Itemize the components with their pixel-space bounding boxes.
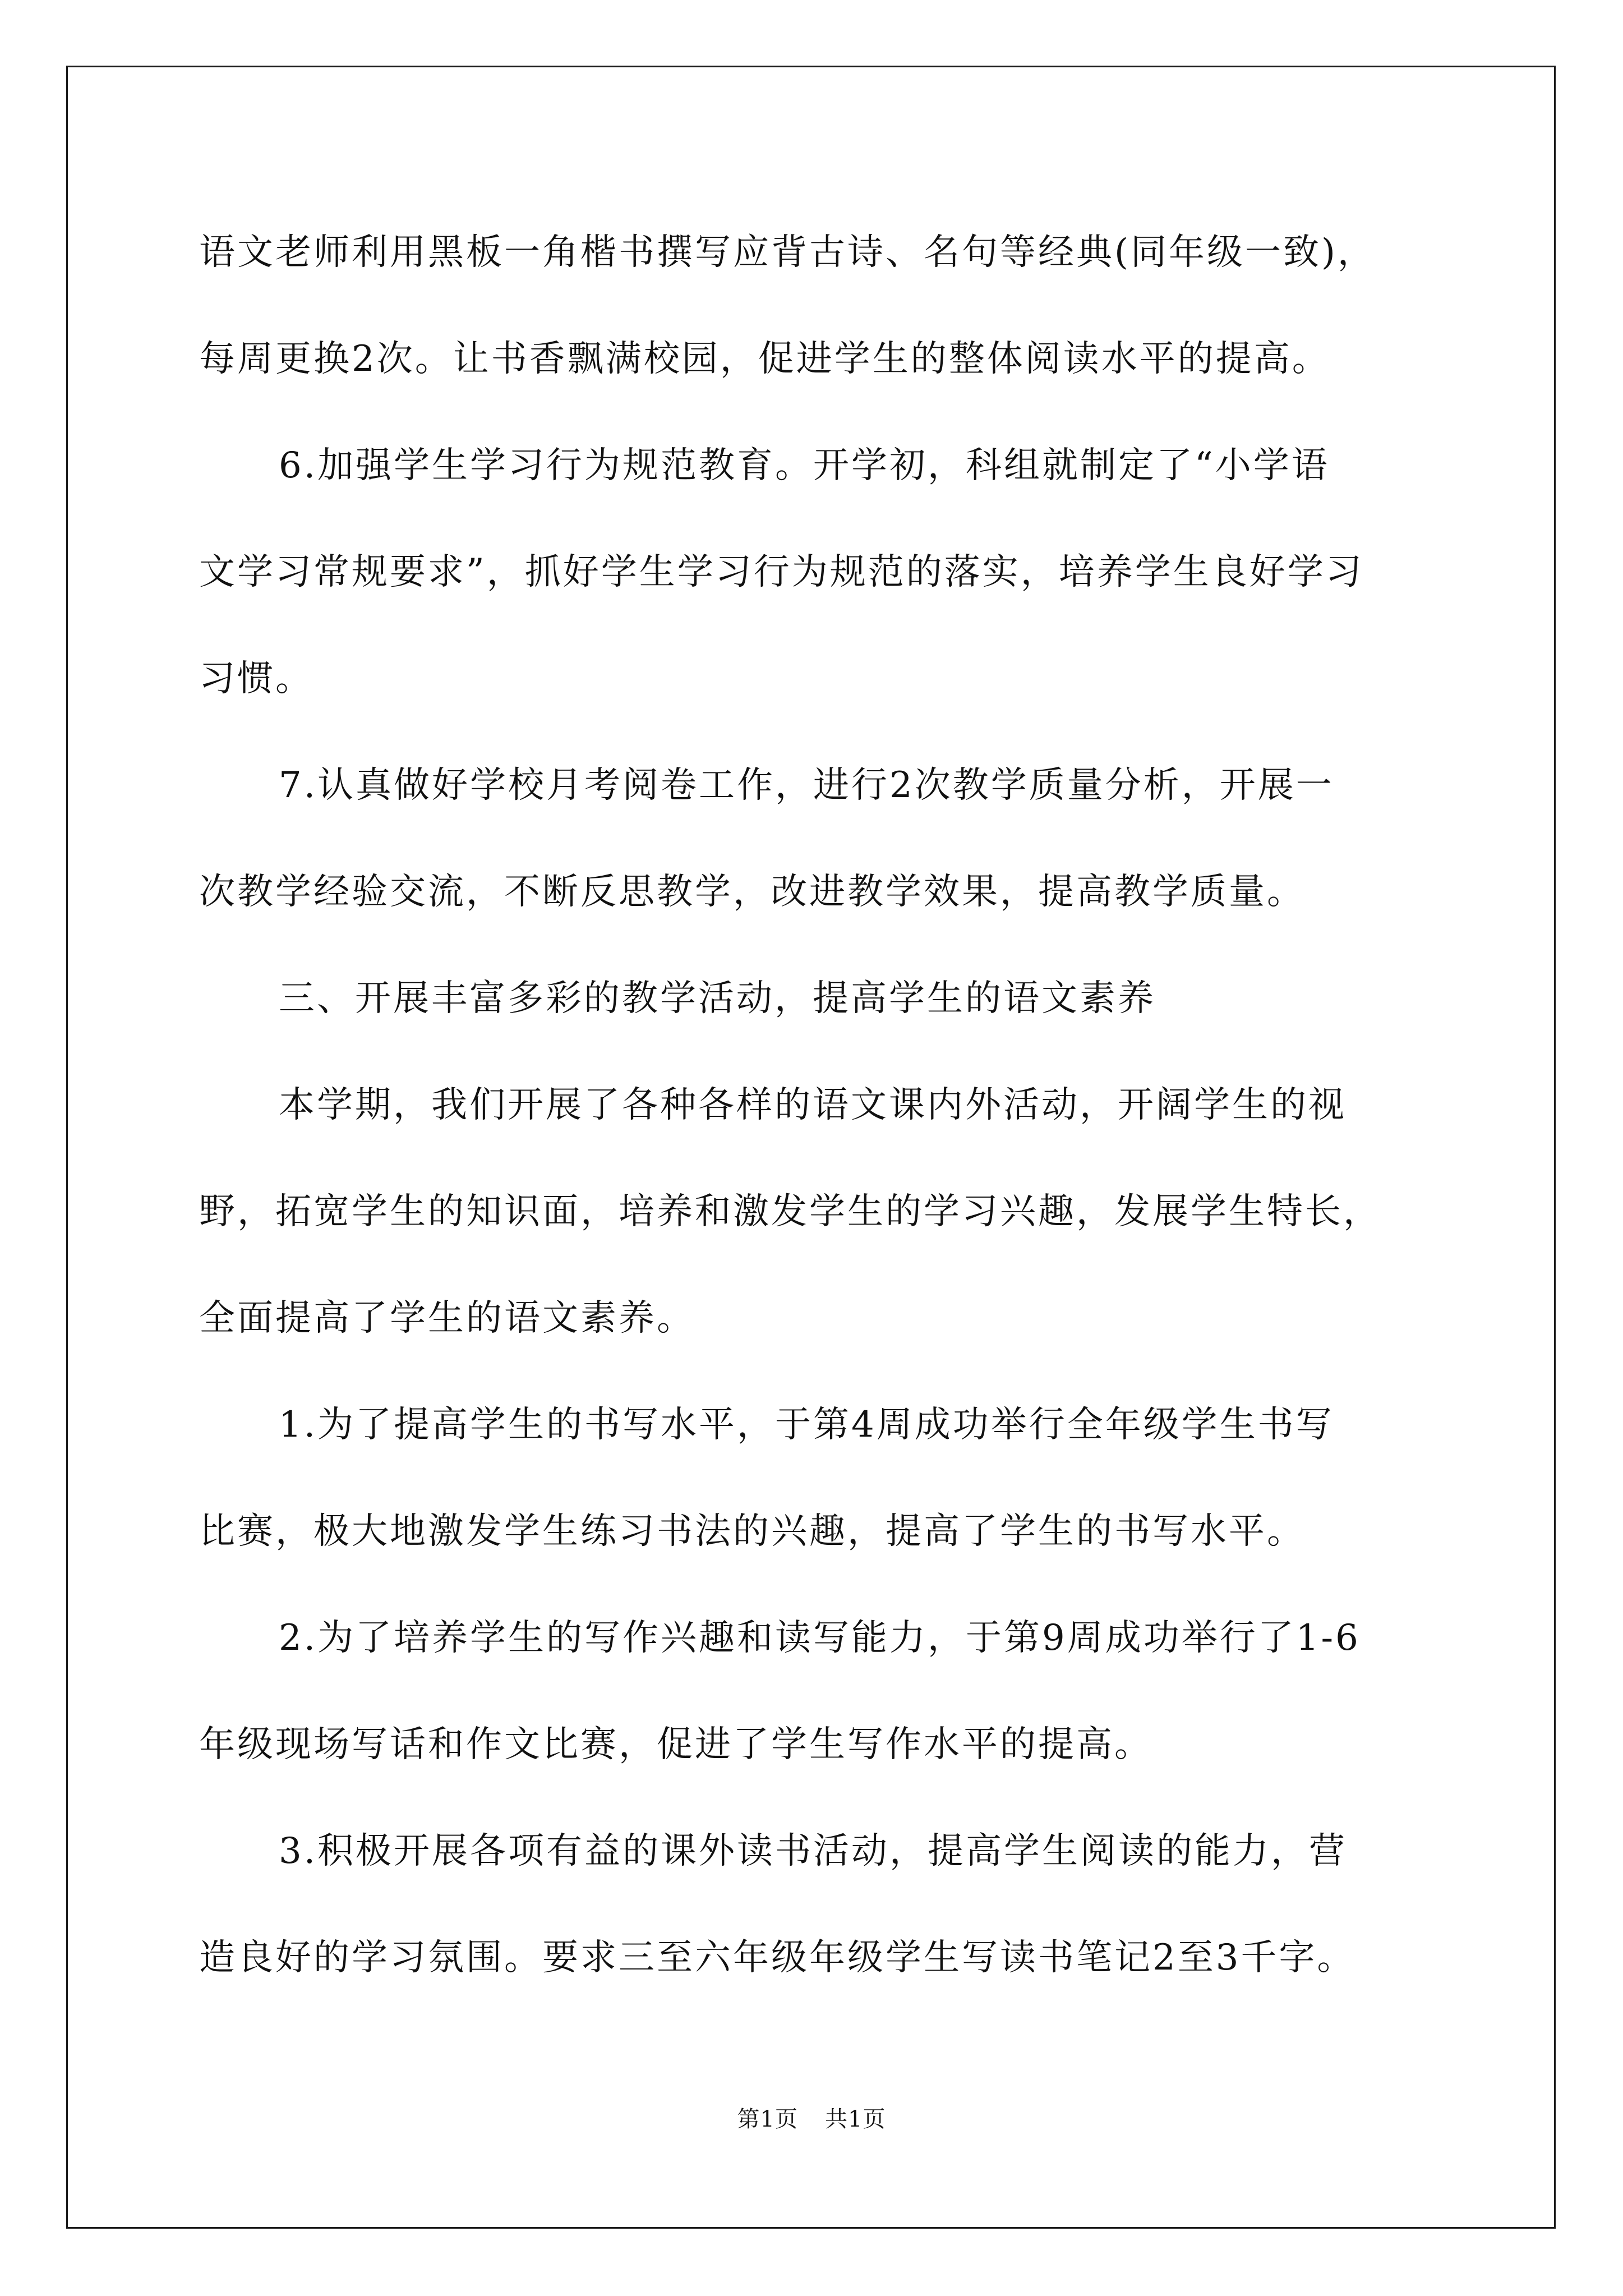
page-number: 第1页 xyxy=(737,2106,798,2132)
text-line: 7.认真做好学校月考阅卷工作，进行2次教学质量分析，开展一 xyxy=(279,765,1334,806)
text-line: 3.积极开展各项有益的课外读书活动，提高学生阅读的能力，营 xyxy=(279,1830,1348,1872)
text-line: 每周更换2次。让书香飘满校园，促进学生的整体阅读水平的提高。 xyxy=(199,338,1330,380)
page-footer xyxy=(0,2102,1623,2136)
text-line: 语文老师利用黑板一角楷书撰写应背古诗、名句等经典(同年级一致)， xyxy=(199,232,1376,273)
text-line: 比赛，极大地激发学生练习书法的兴趣，提高了学生的书写水平。 xyxy=(199,1511,1305,1552)
page-total: 共1页 xyxy=(825,2106,886,2132)
section-heading: 三、开展丰富多彩的教学活动，提高学生的语文素养 xyxy=(279,978,1156,1019)
text-line: 文学习常规要求”，抓好学生学习行为规范的落实，培养学生良好学习 xyxy=(199,551,1364,593)
text-line: 次教学经验交流，不断反思教学，改进教学效果，提高教学质量。 xyxy=(199,871,1305,913)
text-line: 本学期，我们开展了各种各样的语文课内外活动，开阔学生的视 xyxy=(279,1084,1347,1126)
document-body xyxy=(199,199,1427,2011)
text-line: 2.为了培养学生的写作兴趣和读写能力，于第9周成功举行了1-6 xyxy=(279,1617,1361,1659)
text-line: 造良好的学习氛围。要求三至六年级年级学生写读书笔记2至3千字。 xyxy=(199,1937,1355,1978)
text-line: 年级现场写话和作文比赛，促进了学生写作水平的提高。 xyxy=(199,1724,1152,1765)
text-line: 1.为了提高学生的书写水平，于第4周成功举行全年级学生书写 xyxy=(279,1404,1334,1446)
text-line: 习惯。 xyxy=(199,658,313,700)
text-line: 6.加强学生学习行为规范教育。开学初，科组就制定了“小学语 xyxy=(279,445,1330,486)
text-line: 野，拓宽学生的知识面，培养和激发学生的学习兴趣，发展学生特长， xyxy=(199,1191,1381,1232)
text-line: 全面提高了学生的语文素养。 xyxy=(199,1297,695,1339)
